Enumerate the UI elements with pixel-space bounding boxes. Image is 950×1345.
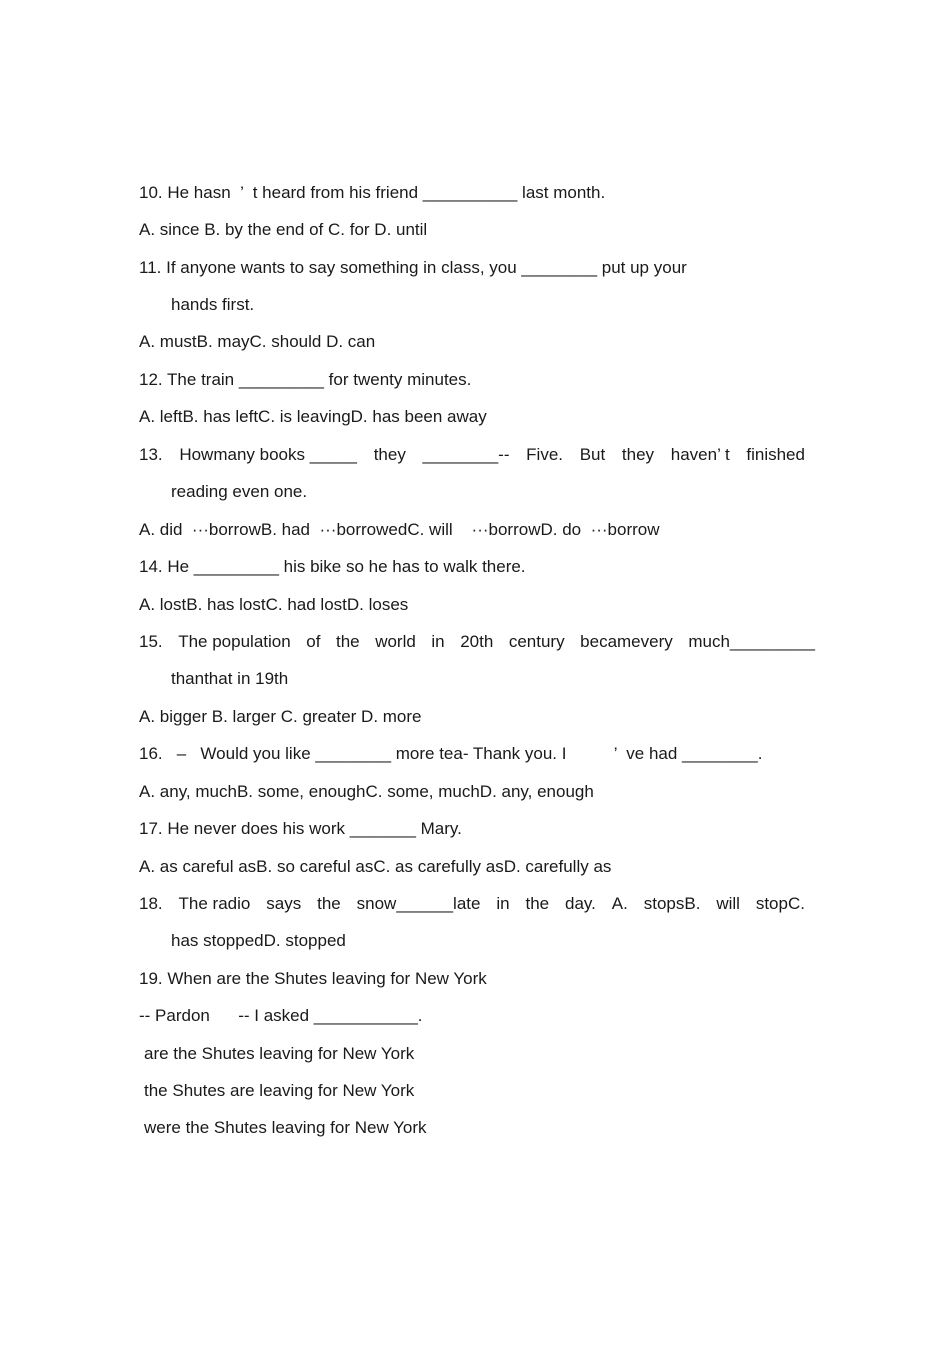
q10-options: A. since B. by the end of C. for D. until bbox=[139, 220, 428, 239]
q10-stem: 10. He hasn ’ t heard from his friend __________ last month. bbox=[139, 183, 606, 202]
q17-options: A. as careful asB. so careful asC. as carefully asD. carefully as bbox=[139, 857, 612, 876]
q12-stem: 12. The train _________ for twenty minutes. bbox=[139, 370, 472, 389]
q11-stem: 11. If anyone wants to say something in class, you ________ put up your bbox=[139, 258, 687, 277]
q19-option-1: are the Shutes leaving for New York bbox=[144, 1044, 415, 1063]
q11-stem-continued: hands first. bbox=[171, 295, 255, 314]
q16-stem: 16. – Would you like ________ more tea- Thank you. I ’ ve had ________. bbox=[139, 744, 763, 763]
q17-stem: 17. He never does his work _______ Mary. bbox=[139, 819, 462, 838]
q18-stem: 18. The radio says the snow______late in the day. A. stopsB. will stopC. bbox=[139, 894, 805, 913]
q13-stem-continued: reading even one. bbox=[171, 482, 308, 501]
q19-option-3: were the Shutes leaving for New York bbox=[144, 1118, 427, 1137]
q16-options: A. any, muchB. some, enoughC. some, muchD. any, enough bbox=[139, 782, 594, 801]
q11-options: A. mustB. mayC. should D. can bbox=[139, 332, 376, 351]
q15-options: A. bigger B. larger C. greater D. more bbox=[139, 707, 422, 726]
q18-stem-continued: has stoppedD. stopped bbox=[171, 931, 346, 950]
q13-options: A. did ···borrowB. had ···borrowedC. will ···borrowD. do ···borrow bbox=[139, 520, 660, 539]
q19-option-2: the Shutes are leaving for New York bbox=[144, 1081, 415, 1100]
q19-dialog: -- Pardon -- I asked ___________. bbox=[139, 1006, 423, 1025]
q12-options: A. leftB. has leftC. is leavingD. has been away bbox=[139, 407, 487, 426]
q14-options: A. lostB. has lostC. had lostD. loses bbox=[139, 595, 409, 614]
q19-stem: 19. When are the Shutes leaving for New York bbox=[139, 969, 487, 988]
q14-stem: 14. He _________ his bike so he has to walk there. bbox=[139, 557, 526, 576]
q15-stem-continued: thanthat in 19th bbox=[171, 669, 289, 688]
q13-stem: 13. Howmany books _____ they ________-- Five. But they haven’ t finished bbox=[139, 445, 805, 464]
q15-stem: 15. The population of the world in 20th century becamevery much_________ bbox=[139, 632, 815, 651]
